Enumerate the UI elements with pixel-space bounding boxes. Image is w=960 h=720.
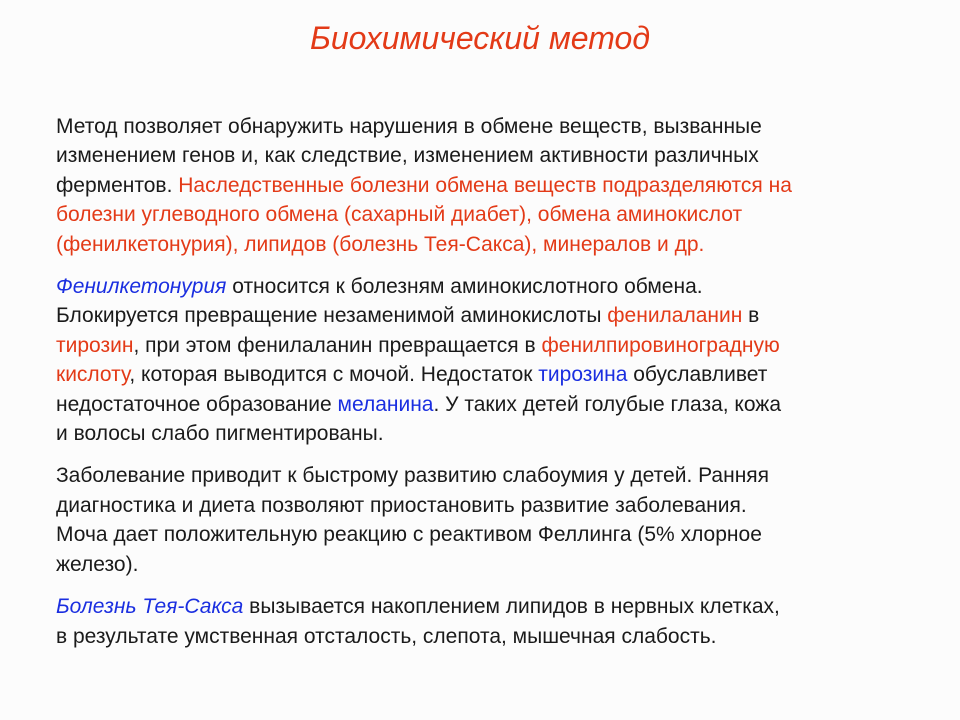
body-text: в результате умственная отсталость, слепота, мышечная слабость. — [56, 624, 717, 648]
text-line — [56, 230, 916, 259]
body-text: Моча дает положительную реакцию с реактивом Феллинга (5% хлорное — [56, 523, 762, 547]
text-line — [56, 301, 916, 330]
highlight-blue-text: тирозина — [538, 363, 628, 387]
text-line — [56, 360, 916, 389]
text-line — [56, 419, 916, 448]
paragraph-method-description — [56, 112, 916, 259]
body-text: и волосы слабо пигментированы. — [56, 422, 384, 446]
text-line — [56, 622, 916, 651]
body-text: относится к болезням аминокислотного обмена. — [226, 275, 703, 299]
text-line — [56, 272, 916, 301]
body-text: диагностика и диета позволяют приостановить развитие заболевания. — [56, 493, 747, 517]
body-text: железо). — [56, 552, 139, 576]
body-text: , которая выводится с мочой. Недостаток — [129, 363, 539, 387]
highlight-blue-text: меланина — [337, 392, 434, 416]
slide-title: Биохимический метод — [310, 20, 650, 56]
highlight-red-text: фенилаланин — [607, 304, 743, 328]
highlight-red-text: тирозин — [56, 333, 134, 357]
text-line — [56, 461, 916, 490]
body-text: ферментов. — [56, 173, 179, 197]
highlight-red-text: фенилпировиноградную — [541, 333, 780, 357]
highlight-blue-text: Фенилкетонурия — [56, 275, 227, 299]
body-text: в — [742, 304, 760, 328]
body-text: Заболевание приводит к быстрому развитию слабоумия у детей. Ранняя — [56, 464, 770, 488]
paragraph-tay-sachs — [56, 592, 916, 651]
text-line — [56, 592, 916, 621]
text-line — [56, 112, 916, 141]
paragraph-disease-consequences — [56, 461, 916, 579]
body-text: . У таких детей голубые глаза, кожа — [433, 392, 782, 416]
paragraph-phenylketonuria — [56, 272, 916, 448]
text-line — [56, 390, 916, 419]
body-text: недостаточное образование — [56, 392, 338, 416]
body-text: изменением генов и, как следствие, изменением активности различных — [56, 144, 759, 168]
body-text: вызывается накоплением липидов в нервных клетках, — [243, 595, 780, 619]
body-text: , при этом фенилаланин превращается в — [133, 333, 542, 357]
highlight-red-text: (фенилкетонурия), липидов (болезнь Тея-Сакса), минералов и др. — [56, 232, 705, 256]
highlight-red-text: кислоту — [56, 363, 130, 387]
body-text: Метод позволяет обнаружить нарушения в обмене веществ, вызванные — [56, 115, 762, 138]
text-line — [56, 550, 916, 579]
highlight-blue-text: Болезнь Тея-Сакса — [56, 595, 244, 619]
body-text: обуславливет — [627, 363, 768, 387]
text-line — [56, 200, 916, 229]
text-line — [56, 331, 916, 360]
text-line — [56, 171, 916, 200]
highlight-red-text: болезни углеводного обмена (сахарный диабет), обмена аминокислот — [56, 203, 743, 227]
text-line — [56, 141, 916, 170]
body-text: Блокируется превращение незаменимой аминокислоты — [56, 304, 608, 328]
highlight-red-text: Наследственные болезни обмена веществ подразделяются на — [178, 173, 792, 197]
slide-body — [56, 112, 916, 664]
text-line — [56, 491, 916, 520]
text-line — [56, 520, 916, 549]
